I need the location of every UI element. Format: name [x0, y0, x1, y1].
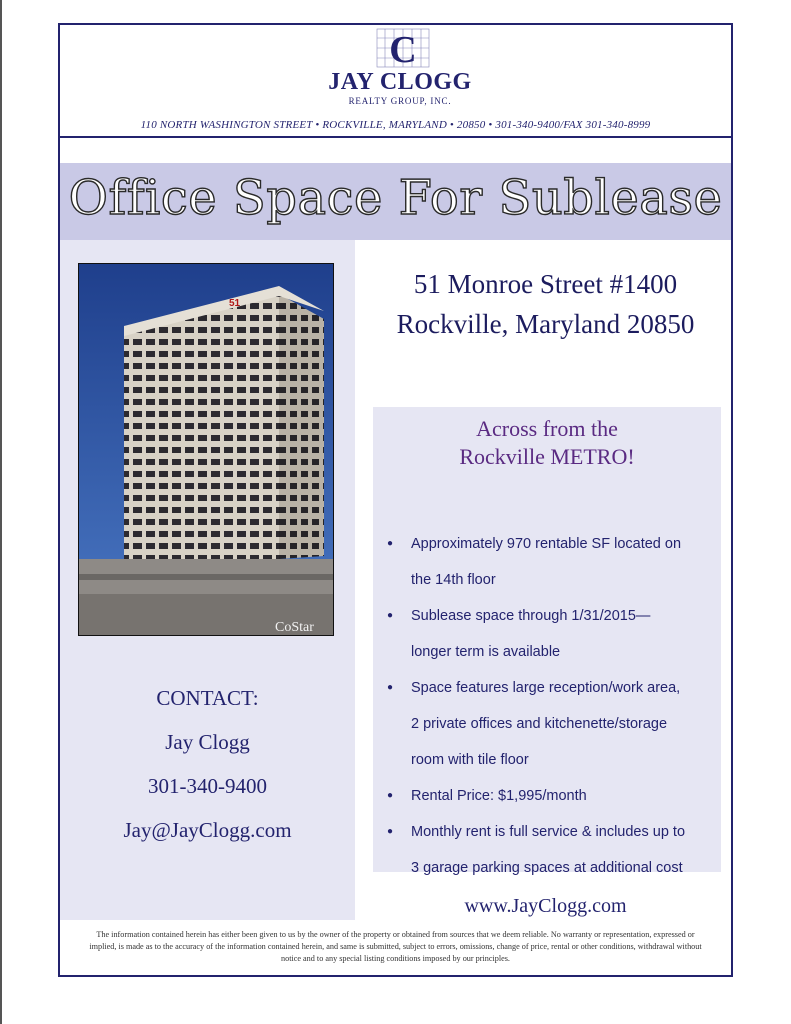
logo-letter: C [389, 29, 417, 68]
bullet-icon: ● [387, 826, 394, 837]
website-link[interactable]: www.JayClogg.com [464, 895, 627, 917]
contact-block [60, 676, 355, 852]
page-edge [0, 0, 2, 1024]
feature-item: ● Monthly rent is full service & includes up to 3 garage parking spaces at additional cost [384, 814, 714, 886]
contact-name: Jay Clogg [165, 730, 250, 754]
tagline-line2: Rockville METRO! [459, 444, 635, 469]
feature-item: ● Sublease space through 1/31/2015— longer term is available [384, 598, 714, 670]
bullet-icon: ● [387, 538, 394, 549]
bullet-icon: ● [387, 610, 394, 621]
building-number-sign: 51 [229, 298, 241, 309]
legal-disclaimer: The information contained herein has either been given to us by the owner of the property or obtained from sources that we deem reliable. No warranty or representation, expressed or implied, is made as to the accuracy of the information contained herein, and same is submitted, subject to errors, omissions, change of price, rental or other conditions, withdrawal without notice and to any special listing conditions imposed by our principles. [89, 930, 702, 963]
contact-heading: CONTACT: [156, 686, 259, 710]
photo-watermark: CoStar [275, 620, 314, 635]
contact-email[interactable]: Jay@JayClogg.com [123, 818, 292, 842]
header-divider [60, 136, 731, 138]
tagline [373, 415, 721, 471]
feature-item: ● Rental Price: $1,995/month [384, 778, 714, 814]
tagline-line1: Across from the [476, 416, 618, 441]
feature-list [384, 526, 714, 886]
feature-item: ● Space features large reception/work area, 2 private offices and kitchenette/storage room with tile floor [384, 670, 714, 778]
feature-item: ● Approximately 970 rentable SF located on the 14th floor [384, 526, 714, 598]
page-title: Office Space For Sublease [68, 170, 723, 226]
company-name: JAY CLOGG [328, 69, 472, 95]
company-address: 110 NORTH WASHINGTON STREET • ROCKVILLE, MARYLAND • 20850 • 301-340-9400/FAX 301-340-8999 [140, 119, 651, 131]
property-city: Rockville, Maryland 20850 [396, 309, 695, 339]
building-photo [78, 263, 334, 636]
property-address [360, 264, 731, 344]
contact-phone[interactable]: 301-340-9400 [148, 774, 267, 798]
bullet-icon: ● [387, 682, 394, 693]
bullet-icon: ● [387, 790, 394, 801]
logo-c-grid-icon [376, 28, 430, 68]
company-subtitle: REALTY GROUP, INC. [348, 96, 452, 106]
property-street: 51 Monroe Street #1400 [413, 269, 678, 299]
